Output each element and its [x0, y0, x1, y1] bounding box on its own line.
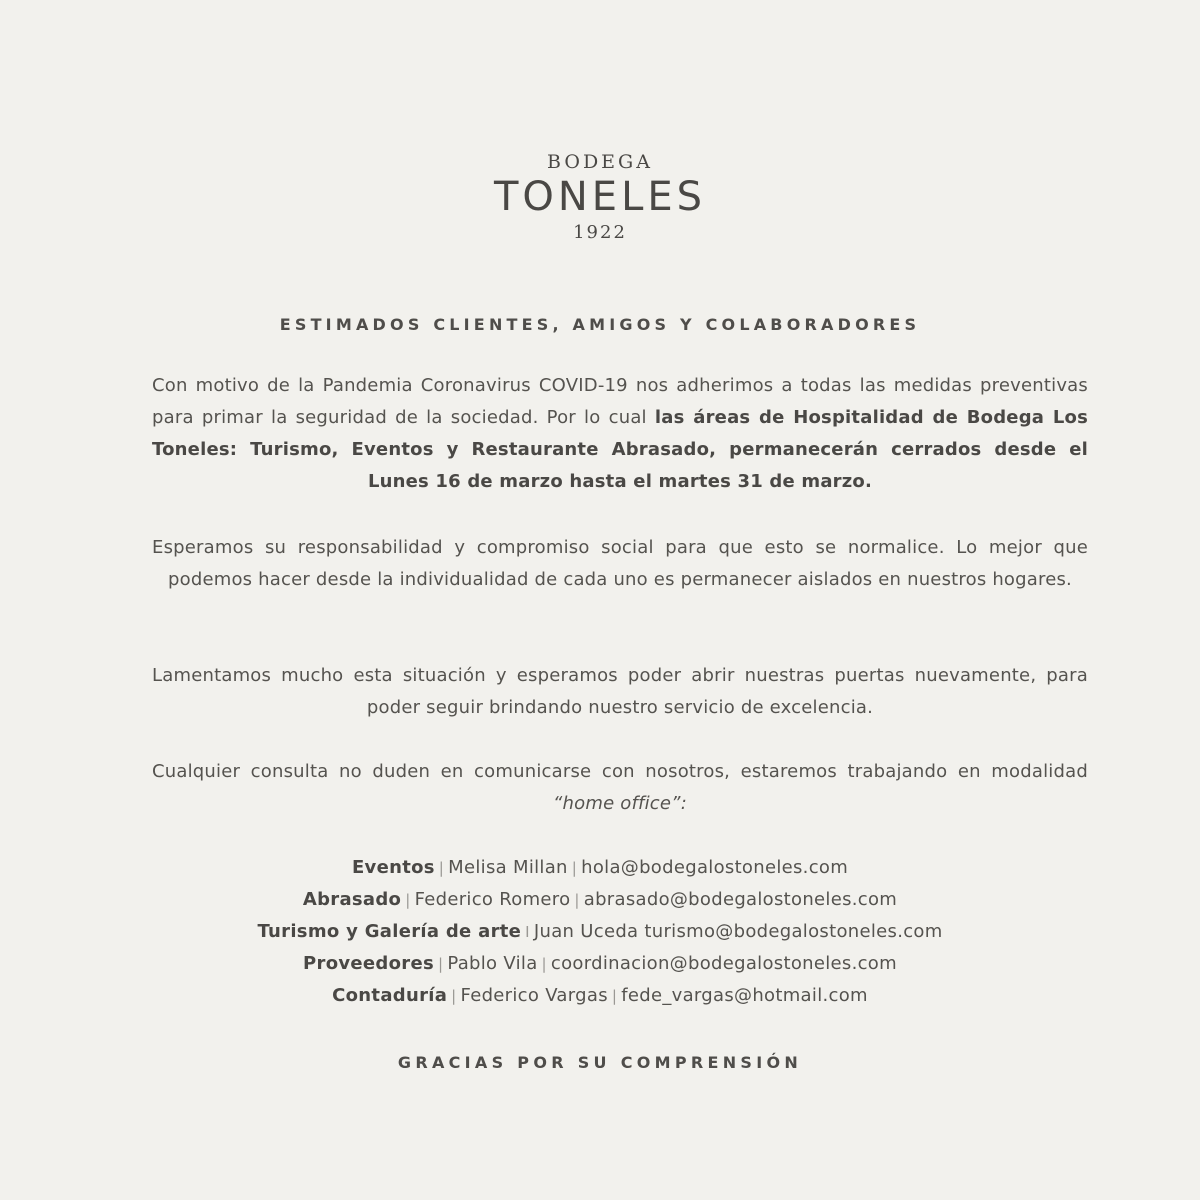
contact-intro-italic: “home office”:: [553, 793, 687, 814]
contact-row: [0, 852, 1200, 884]
contact-separator: |: [574, 891, 580, 909]
logo-top-text: BODEGA: [547, 151, 653, 173]
contact-area: Contaduría: [332, 985, 448, 1006]
paragraph-responsibility: Esperamos su responsabilidad y compromiso social para que esto se normalice. Lo mejor que podemos hacer desde la individualidad de cada uno es permanecer aislados en nuestros hogares.: [152, 537, 1088, 590]
contact-area: Eventos: [351, 857, 435, 878]
contact-area: Abrasado: [302, 889, 402, 910]
contact-separator: |: [438, 859, 445, 877]
contact-separator: I: [525, 923, 530, 941]
paragraph-closure-text: Con motivo de la Pandemia Coronavirus COVID-19 nos adherimos a todas las medidas preventivas para primar la seguridad de la sociedad. Por lo cual: [152, 375, 1088, 428]
contact-separator: |: [571, 859, 578, 877]
contact-name: Juan Uceda: [533, 921, 639, 942]
contact-name: Melisa Millan: [448, 857, 568, 878]
contact-row: [0, 948, 1200, 980]
logo-main-text: TONELES: [493, 174, 707, 220]
contact-name: Federico Romero: [414, 889, 571, 910]
contact-row: [0, 980, 1200, 1012]
contact-area: Turismo y Galería de arte: [257, 921, 522, 942]
contact-email-link[interactable]: turismo@bodegalostoneles.com: [644, 921, 943, 942]
paragraph-regret: Lamentamos mucho esta situación y esperamos poder abrir nuestras puertas nuevamente, para poder seguir brindando nuestro servicio de excelencia.: [152, 665, 1088, 718]
contact-intro-text: Cualquier consulta no duden en comunicarse con nosotros, estaremos trabajando en modalidad: [152, 761, 1088, 782]
paragraph-contact-intro: [152, 756, 1088, 820]
contact-separator: |: [541, 955, 547, 973]
contact-email-link[interactable]: fede_vargas@hotmail.com: [621, 985, 868, 1006]
contact-list: [0, 852, 1200, 1012]
paragraph-closure-notice: [152, 370, 1088, 498]
contact-separator: |: [451, 987, 457, 1005]
closing-thanks: GRACIAS POR SU COMPRENSIÓN: [397, 1053, 803, 1072]
logo-year-text: 1922: [573, 222, 627, 243]
paragraph-closure-bold: las áreas de Hospitalidad de Bodega Los Toneles: Turismo, Eventos y Restaurante Abrasado, permanecerán cerrados desde el Lunes 16 de marzo hasta el martes 31 de marzo.: [152, 407, 1088, 492]
contact-separator: |: [437, 955, 444, 973]
contact-email-link[interactable]: hola@bodegalostoneles.com: [581, 857, 849, 878]
contact-name: Federico Vargas: [460, 985, 608, 1006]
contact-separator: |: [611, 987, 618, 1005]
brand-logo: [0, 150, 1200, 244]
contact-email-link[interactable]: abrasado@bodegalostoneles.com: [583, 889, 898, 910]
page-heading: ESTIMADOS CLIENTES, AMIGOS Y COLABORADORES: [279, 315, 921, 334]
contact-row: [0, 884, 1200, 916]
contact-email-link[interactable]: coordinacion@bodegalostoneles.com: [550, 953, 897, 974]
contact-area: Proveedores: [303, 953, 434, 974]
contact-separator: |: [405, 891, 411, 909]
contact-row: [0, 916, 1200, 948]
contact-name: Pablo Vila: [447, 953, 538, 974]
